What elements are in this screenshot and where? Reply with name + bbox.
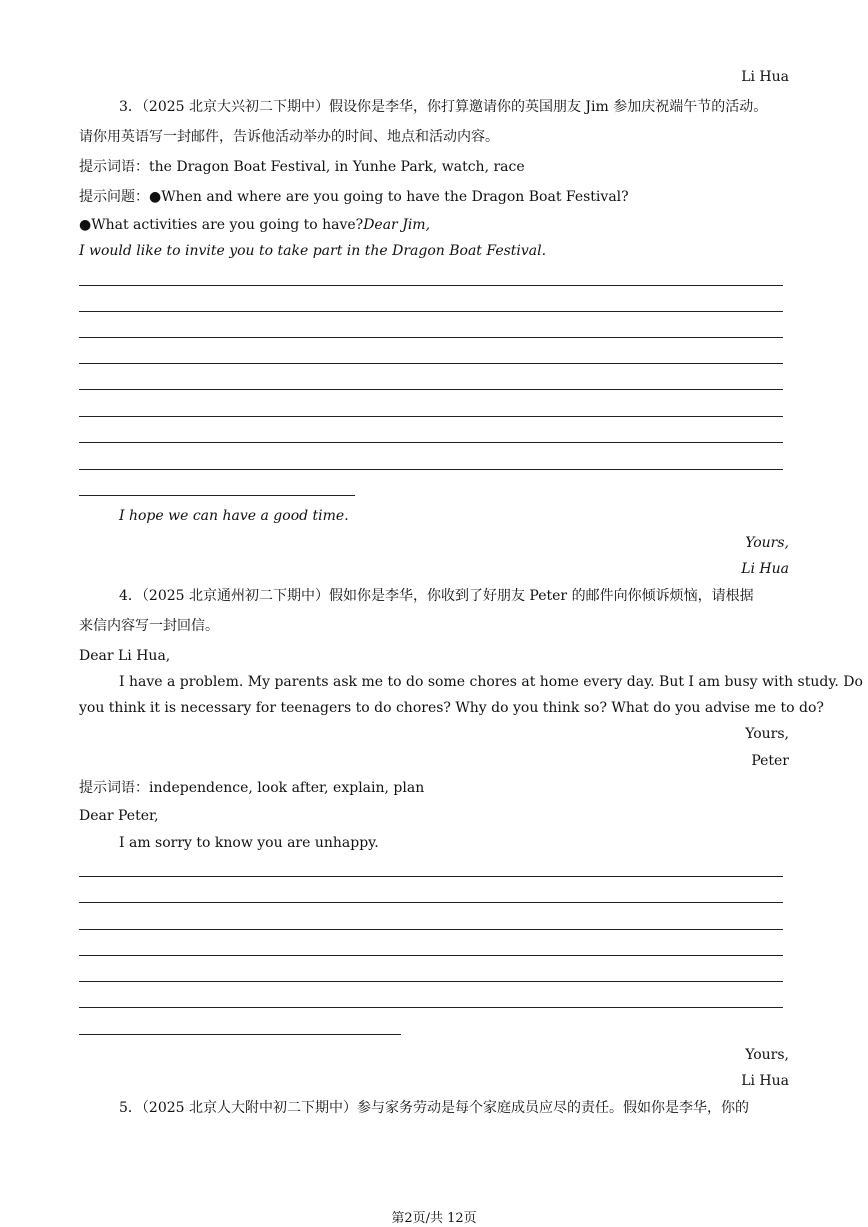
answer-line[interactable] (79, 981, 783, 982)
q2-sign-name: Li Hua (741, 69, 789, 85)
q3-hint-question1: 提示问题：●When and where are you going to have the Dragon Boat Festival? (79, 189, 629, 205)
answer-line[interactable] (79, 363, 783, 364)
answer-line[interactable] (79, 929, 783, 930)
answer-line[interactable] (79, 337, 783, 338)
answer-line-short[interactable] (79, 495, 355, 496)
q4-letter-greeting: Dear Li Hua, (79, 648, 171, 664)
answer-line[interactable] (79, 442, 783, 443)
q3-greeting: Dear Jim, (363, 217, 431, 233)
q4-hint-words: 提示词语：independence, look after, explain, plan (79, 780, 425, 796)
answer-line[interactable] (79, 1007, 783, 1008)
q4-prompt-line1: 4．（2025 北京通州初二下期中）假如你是李华，你收到了好朋友 Peter 的邮件向你倾诉烦恼，请根据 (119, 588, 754, 604)
answer-line[interactable] (79, 876, 783, 877)
q4-sign-off: Yours, (745, 1047, 789, 1063)
answer-line[interactable] (79, 902, 783, 903)
answer-line[interactable] (79, 416, 783, 417)
q4-letter-body-line1: I have a problem. My parents ask me to do some chores at home every day. But I am busy with study. Do (119, 674, 863, 690)
answer-line[interactable] (79, 285, 783, 286)
q3-closing: I hope we can have a good time. (119, 508, 349, 524)
q4-letter-sign-off: Yours, (745, 726, 789, 742)
q4-greeting: Dear Peter, (79, 808, 159, 824)
q3-prompt-line2: 请你用英语写一封邮件，告诉他活动举办的时间、地点和活动内容。 (79, 129, 499, 145)
answer-line[interactable] (79, 311, 783, 312)
answer-line[interactable] (79, 389, 783, 390)
answer-line-short[interactable] (79, 1034, 401, 1035)
answer-line[interactable] (79, 955, 783, 956)
q3-hint-question2: ●What activities are you going to have? (79, 217, 364, 233)
q3-sign-name: Li Hua (741, 561, 789, 577)
page-footer: 第2页/共 12页 (391, 1211, 477, 1226)
q4-prompt-line2: 来信内容写一封回信。 (79, 618, 219, 634)
q4-sign-name: Li Hua (741, 1073, 789, 1089)
q3-prompt-line1: 3．（2025 北京大兴初二下期中）假设你是李华，你打算邀请你的英国朋友 Jim 参加庆祝端午节的活动。 (119, 99, 768, 115)
q3-opening: I would like to invite you to take part in the Dragon Boat Festival. (79, 243, 547, 259)
q3-hint-question2-row (79, 216, 430, 234)
q4-letter-body-line2: you think it is necessary for teenagers to do chores? Why do you think so? What do you advise me to do? (79, 700, 824, 716)
answer-line[interactable] (79, 469, 783, 470)
q4-letter-sign-name: Peter (751, 753, 789, 769)
q3-sign-off: Yours, (745, 535, 789, 551)
q5-prompt-line1: 5．（2025 北京人大附中初二下期中）参与家务劳动是每个家庭成员应尽的责任。假如你是李华，你的 (119, 1100, 749, 1116)
q3-hint-words: 提示词语：the Dragon Boat Festival, in Yunhe Park, watch, race (79, 159, 525, 175)
q4-opening: I am sorry to know you are unhappy. (119, 835, 379, 851)
